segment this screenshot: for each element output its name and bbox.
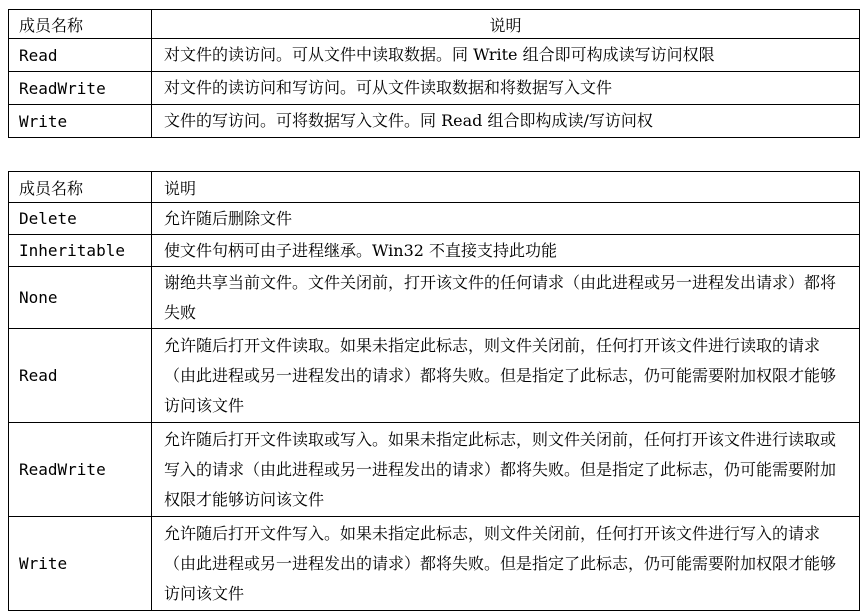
member-description: 允许随后打开文件读取。如果未指定此标志，则文件关闭前，任何打开该文件进行读取的请求（由此进程或另一进程发出的请求）都将失败。但是指定了此标志，仍可能需要附加权限才能够访问该文件 <box>152 329 860 423</box>
header-member-name: 成员名称 <box>9 172 152 203</box>
member-name: Read <box>9 39 152 72</box>
header-description: 说明 <box>152 172 860 203</box>
file-share-table <box>8 171 860 611</box>
table-row <box>9 203 860 235</box>
member-description: 文件的写访问。可将数据写入文件。同 Read 组合即构成读/写访问权 <box>152 105 860 138</box>
table-header-row <box>9 172 860 203</box>
member-name: Write <box>9 105 152 138</box>
member-description: 使文件句柄可由子进程继承。Win32 不直接支持此功能 <box>152 235 860 267</box>
member-name: None <box>9 267 152 329</box>
table-row <box>9 329 860 423</box>
header-description: 说明 <box>152 10 860 39</box>
file-access-table <box>8 9 860 138</box>
member-description: 谢绝共享当前文件。文件关闭前，打开该文件的任何请求（由此进程或另一进程发出请求）都将失败 <box>152 267 860 329</box>
table-row <box>9 105 860 138</box>
table-row <box>9 39 860 72</box>
member-description: 对文件的读访问和写访问。可从文件读取数据和将数据写入文件 <box>152 72 860 105</box>
member-name: Write <box>9 517 152 611</box>
member-name: ReadWrite <box>9 72 152 105</box>
member-description: 允许随后打开文件写入。如果未指定此标志，则文件关闭前，任何打开该文件进行写入的请求（由此进程或另一进程发出的请求）都将失败。但是指定了此标志，仍可能需要附加权限才能够访问该文件 <box>152 517 860 611</box>
table-row <box>9 267 860 329</box>
table-header-row <box>9 10 860 39</box>
table-row <box>9 72 860 105</box>
table-row <box>9 235 860 267</box>
member-name: Inheritable <box>9 235 152 267</box>
table-row <box>9 423 860 517</box>
header-member-name: 成员名称 <box>9 10 152 39</box>
member-name: ReadWrite <box>9 423 152 517</box>
member-description: 允许随后删除文件 <box>152 203 860 235</box>
table-row <box>9 517 860 611</box>
member-description: 对文件的读访问。可从文件中读取数据。同 Write 组合即可构成读写访问权限 <box>152 39 860 72</box>
member-name: Delete <box>9 203 152 235</box>
member-name: Read <box>9 329 152 423</box>
member-description: 允许随后打开文件读取或写入。如果未指定此标志，则文件关闭前，任何打开该文件进行读取或写入的请求（由此进程或另一进程发出的请求）都将失败。但是指定了此标志，仍可能需要附加权限才能够访问该文件 <box>152 423 860 517</box>
